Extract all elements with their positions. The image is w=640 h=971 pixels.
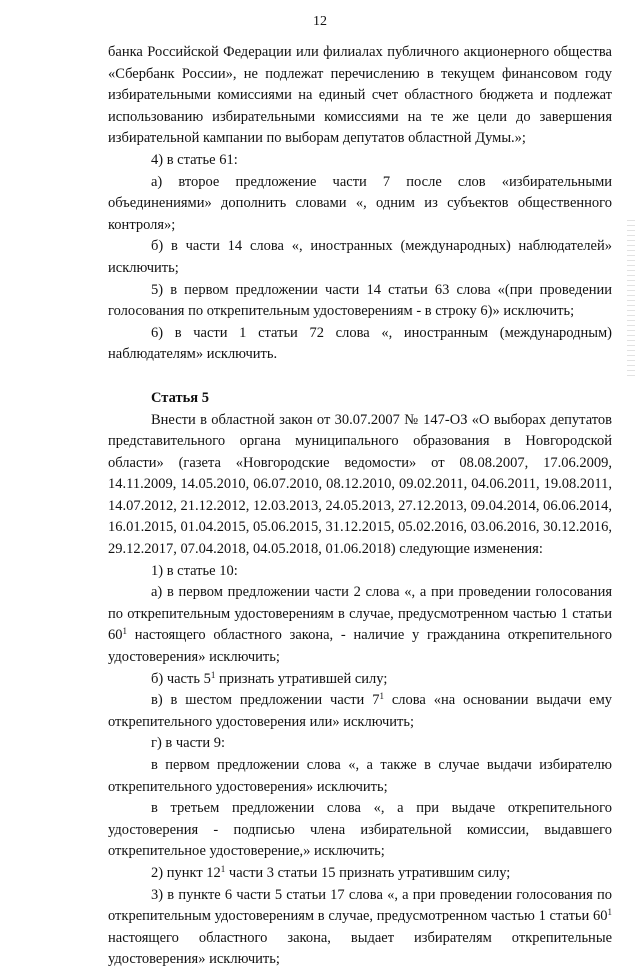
text-part: слова «на основании выдачи ему открепительного удостоверения или» исключить; [108, 692, 612, 730]
text-part: 3) в пункте 6 части 5 статьи 17 слова «, а при проведении голосования по открепительным удостоверениям в случае, предусмотренном частью 1 статьи 60 [108, 886, 612, 925]
text-part: части 3 статьи 15 признать утратившим силу; [225, 864, 511, 881]
text-part: настоящего областного закона, выдает избирателям открепительные удостоверения» исключить; [108, 929, 612, 968]
paragraph-subitem-a: а) второе предложение части 7 после слов «избирательными объединениями» дополнить словами «, одним из субъектов общественного контроля»; [108, 173, 612, 233]
superscript: 1 [210, 669, 216, 680]
paragraph-subitem-b-art10 [108, 669, 612, 691]
text-part: настоящего областного закона, - наличие у гражданина открепительного удостоверения» исключить; [108, 627, 612, 666]
paragraph-item-4: 4) в статье 61: [151, 151, 238, 168]
paragraph-subitem-g-art10: г) в части 9: [151, 735, 226, 752]
article-heading: Статья 5 [151, 389, 209, 406]
paragraph-item-3 [108, 885, 612, 971]
superscript: 1 [220, 863, 226, 874]
text-part: 2) пункт 12 [151, 864, 221, 881]
paragraph-subitem-a-art10 [108, 582, 612, 668]
paragraph-item-6: 6) в части 1 статьи 72 слова «, иностранным (международным) наблюдателям» исключить. [108, 324, 612, 363]
superscript: 1 [379, 691, 384, 702]
superscript: 1 [607, 907, 612, 918]
article-intro-paragraph: Внести в областной закон от 30.07.2007 № 147-ОЗ «О выборах депутатов представительного органа муниципального образования в Новгородской области» (газета «Новгородские ведомости» от 08.08.2007, 17.06.2009, 14.11.2009, 14.05.2010, 06.07.2010, 08.12.2010, 09.02.2011, 04.06.2011, 19.08.2011, 14.07.2012, 21.12.2012, 12.03.2013, 24.05.2013, 27.12.2013, 09.04.2014, 06.06.2014, 16.01.2015, 01.04.2015, 05.06.2015, 31.12.2015, 05.02.2016, 03.06.2016, 30.12.2016, 29.12.2017, 07.04.2018, 04.05.2018, 01.06.2018) следующие изменения: [108, 411, 612, 558]
paragraph-first-sentence: в первом предложении слова «, а также в случае выдачи избирателю открепительного удостоверения» исключить; [108, 757, 612, 795]
document-body [108, 42, 612, 971]
page-number: 12 [313, 14, 327, 29]
text-part: б) часть 5 [151, 670, 211, 687]
paragraph-subitem-b: б) в части 14 слова «, иностранных (международных) наблюдателей» исключить; [108, 238, 612, 276]
scan-margin-mark [627, 220, 635, 380]
paragraph-subitem-v-art10 [108, 690, 612, 733]
text-part: а) в первом предложении части 2 слова «, а при проведении голосования по открепительным удостоверениям в случае, предусмотренном частью 1 статьи 60 [108, 584, 612, 644]
paragraph-third-sentence: в третьем предложении слова «, а при выдаче открепительного удостоверения - подписью члена избирательной комиссии, выдавшего открепительное удостоверение,» исключить; [108, 800, 612, 860]
superscript: 1 [122, 626, 127, 637]
paragraph-item-5: 5) в первом предложении части 14 статьи 63 слова «(при проведении голосования по открепительным удостоверениям - в строку 6)» исключить; [108, 281, 612, 320]
paragraph-continuation: банка Российской Федерации или филиалах публичного акционерного общества «Сбербанк России», не подлежат перечислению в текущем финансовом году избирательными комиссиями на единый счет областного бюджета и подлежат использованию избирательными комиссиями на те же цели до завершения избирательной кампании по выборам депутатов областной Думы.»; [108, 44, 612, 147]
text-part: в) в шестом предложении части 7 [151, 692, 380, 709]
paragraph-item-1: 1) в статье 10: [151, 562, 238, 579]
text-part: признать утратившей силу; [215, 670, 388, 687]
paragraph-item-2 [108, 863, 612, 885]
